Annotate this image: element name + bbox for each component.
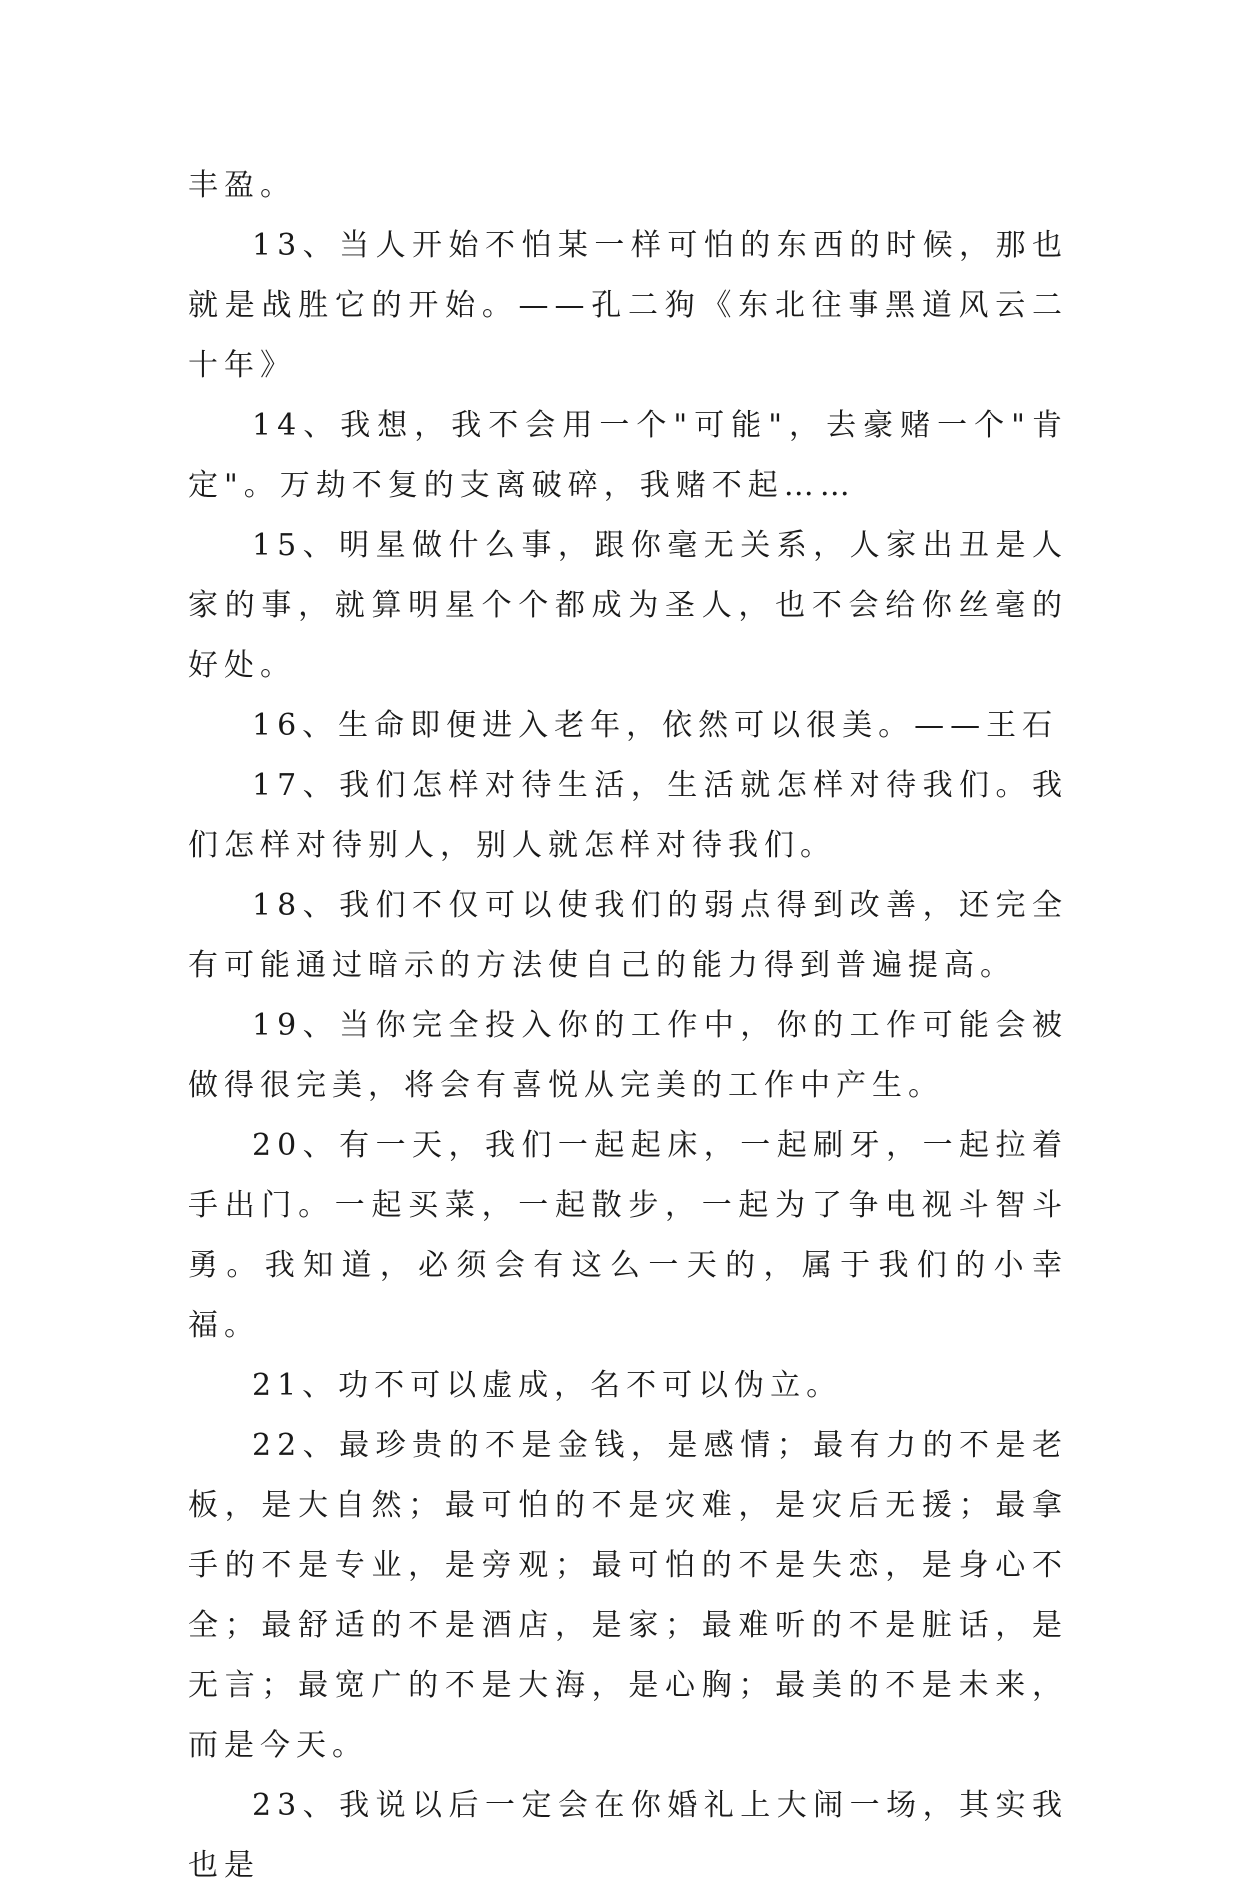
body-text xyxy=(188,156,1068,1896)
paragraph-13: 13、当人开始不怕某一样可怕的东西的时候，那也就是战胜它的开始。——孔二狗《东北往事黑道风云二十年》 xyxy=(188,228,1068,383)
paragraph-14: 14、我想，我不会用一个"可能"，去豪赌一个"肯定"。万劫不复的支离破碎，我赌不起…… xyxy=(188,408,1068,503)
paragraph-21: 21、功不可以虚成，名不可以伪立。 xyxy=(252,1368,843,1403)
paragraph-16: 16、生命即便进入老年，依然可以很美。——王石 xyxy=(252,708,1059,743)
paragraph-15: 15、明星做什么事，跟你毫无关系，人家出丑是人家的事，就算明星个个都成为圣人，也不会给你丝毫的好处。 xyxy=(188,528,1068,683)
paragraph-23: 23、我说以后一定会在你婚礼上大闹一场，其实我也是 xyxy=(188,1788,1068,1883)
paragraph-19: 19、当你完全投入你的工作中，你的工作可能会被做得很完美，将会有喜悦从完美的工作中产生。 xyxy=(188,1008,1068,1103)
paragraph-18: 18、我们不仅可以使我们的弱点得到改善，还完全有可能通过暗示的方法使自己的能力得到普遍提高。 xyxy=(188,888,1068,983)
paragraph-17: 17、我们怎样对待生活，生活就怎样对待我们。我们怎样对待别人，别人就怎样对待我们。 xyxy=(188,768,1068,863)
paragraph-20: 20、有一天，我们一起起床，一起刷牙，一起拉着手出门。一起买菜，一起散步，一起为了争电视斗智斗勇。我知道，必须会有这么一天的，属于我们的小幸福。 xyxy=(188,1128,1068,1343)
paragraph-continuation: 丰盈。 xyxy=(188,168,296,203)
paragraph-22: 22、最珍贵的不是金钱，是感情；最有力的不是老板，是大自然；最可怕的不是灾难，是灾后无援；最拿手的不是专业，是旁观；最可怕的不是失恋，是身心不全；最舒适的不是酒店，是家；最难听的不是脏话，是无言；最宽广的不是大海，是心胸；最美的不是未来，而是今天。 xyxy=(188,1428,1068,1763)
